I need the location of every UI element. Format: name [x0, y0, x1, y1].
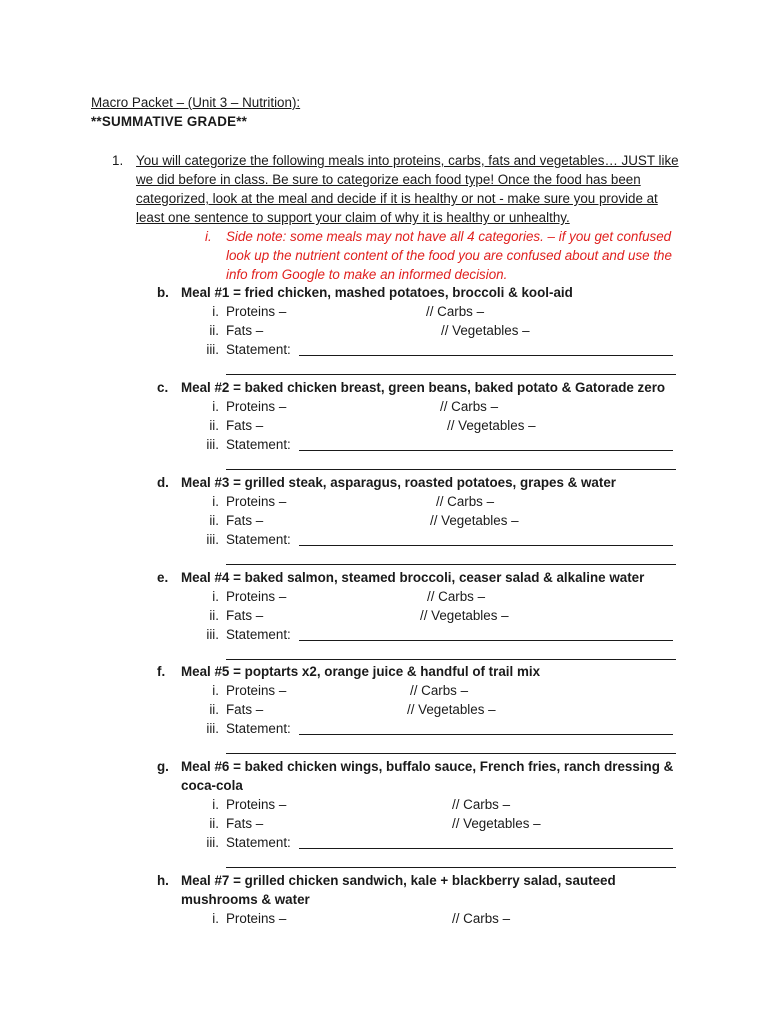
roman-marker: ii. — [209, 323, 219, 338]
statement-row — [0, 435, 768, 454]
proteins-carbs-row — [0, 795, 768, 814]
meal-title: Meal #5 = poptarts x2, orange juice & handful of trail mix — [181, 664, 541, 679]
statement-row — [0, 625, 768, 644]
fats-vegetables-row — [0, 511, 768, 530]
statement-label: Statement: — [226, 342, 291, 357]
proteins-carbs-row — [0, 909, 768, 928]
carbs-label: // Carbs – — [427, 589, 486, 604]
proteins-label: Proteins – — [226, 399, 287, 414]
meal-letter: h. — [157, 873, 169, 888]
proteins-carbs-row — [0, 681, 768, 700]
statement-label: Statement: — [226, 437, 291, 452]
statement-blank-line[interactable] — [226, 469, 676, 470]
meal-letter: f. — [157, 664, 166, 679]
question-number: 1. — [112, 153, 124, 168]
fats-vegetables-row — [0, 606, 768, 625]
statement-blank-line[interactable] — [226, 374, 676, 375]
meal-title: Meal #1 = fried chicken, mashed potatoes, broccoli & kool-aid — [181, 285, 573, 300]
vegetables-label: // Vegetables – — [420, 608, 509, 623]
roman-marker: iii. — [206, 437, 219, 452]
carbs-label: // Carbs – — [436, 494, 495, 509]
proteins-label: Proteins – — [226, 304, 287, 319]
carbs-label: // Carbs – — [452, 911, 511, 926]
roman-marker: ii. — [209, 702, 219, 717]
roman-marker: i. — [212, 304, 219, 319]
statement-blank-line[interactable] — [226, 867, 676, 868]
question-instructions: You will categorize the following meals into proteins, carbs, fats and vegetables… JUST like we did before in class. Be sure to categorize each food type! Once the food has been categorized, look at the meal and decide if it is healthy or not - make sure you provide at least one sentence to support your claim of why it is healthy or unhealthy. — [136, 153, 679, 225]
carbs-label: // Carbs – — [410, 683, 469, 698]
fats-label: Fats – — [226, 702, 264, 717]
roman-marker: i. — [212, 683, 219, 698]
roman-marker: i. — [212, 399, 219, 414]
vegetables-label: // Vegetables – — [441, 323, 530, 338]
proteins-label: Proteins – — [226, 589, 287, 604]
proteins-label: Proteins – — [226, 683, 287, 698]
fats-vegetables-row — [0, 814, 768, 833]
document-title: Macro Packet – (Unit 3 – Nutrition): — [91, 95, 301, 110]
meal-title: Meal #4 = baked salmon, steamed broccoli, ceaser salad & alkaline water — [181, 570, 645, 585]
roman-marker: ii. — [209, 816, 219, 831]
statement-blank-line[interactable] — [299, 355, 673, 356]
meal-letter: g. — [157, 759, 169, 774]
carbs-label: // Carbs – — [440, 399, 499, 414]
roman-marker: i. — [212, 797, 219, 812]
statement-row — [0, 833, 768, 852]
statement-blank-line[interactable] — [226, 659, 676, 660]
statement-row — [0, 530, 768, 549]
side-note-marker: i. — [205, 229, 212, 244]
proteins-label: Proteins – — [226, 797, 287, 812]
fats-vegetables-row — [0, 416, 768, 435]
fats-vegetables-row — [0, 321, 768, 340]
roman-marker: i. — [212, 911, 219, 926]
proteins-carbs-row — [0, 492, 768, 511]
statement-label: Statement: — [226, 532, 291, 547]
meal-letter: e. — [157, 570, 169, 585]
roman-marker: ii. — [209, 513, 219, 528]
statement-label: Statement: — [226, 627, 291, 642]
fats-label: Fats – — [226, 816, 264, 831]
roman-marker: i. — [212, 494, 219, 509]
roman-marker: ii. — [209, 418, 219, 433]
vegetables-label: // Vegetables – — [430, 513, 519, 528]
statement-blank-line[interactable] — [226, 753, 676, 754]
vegetables-label: // Vegetables – — [447, 418, 536, 433]
roman-marker: iii. — [206, 627, 219, 642]
meal-title: Meal #7 = grilled chicken sandwich, kale + blackberry salad, sauteed mushrooms & water — [181, 873, 616, 907]
statement-row — [0, 340, 768, 359]
meal-title: Meal #6 = baked chicken wings, buffalo sauce, French fries, ranch dressing & coca-cola — [181, 759, 674, 793]
roman-marker: iii. — [206, 342, 219, 357]
vegetables-label: // Vegetables – — [452, 816, 541, 831]
statement-blank-line[interactable] — [226, 564, 676, 565]
proteins-label: Proteins – — [226, 494, 287, 509]
fats-vegetables-row — [0, 700, 768, 719]
fats-label: Fats – — [226, 418, 264, 433]
proteins-label: Proteins – — [226, 911, 287, 926]
meal-title: Meal #2 = baked chicken breast, green beans, baked potato & Gatorade zero — [181, 380, 666, 395]
statement-label: Statement: — [226, 721, 291, 736]
fats-label: Fats – — [226, 513, 264, 528]
statement-blank-line[interactable] — [299, 848, 673, 849]
meal-letter: b. — [157, 285, 169, 300]
roman-marker: iii. — [206, 532, 219, 547]
meal-letter: d. — [157, 475, 169, 490]
meal-letter: c. — [157, 380, 169, 395]
meal-title: Meal #3 = grilled steak, asparagus, roasted potatoes, grapes & water — [181, 475, 616, 490]
roman-marker: iii. — [206, 835, 219, 850]
proteins-carbs-row — [0, 302, 768, 321]
proteins-carbs-row — [0, 587, 768, 606]
side-note: Side note: some meals may not have all 4 categories. – if you get confused look up the nutrient content of the food you are confused about and use the info from Google to make an informed decision. — [226, 229, 672, 282]
statement-label: Statement: — [226, 835, 291, 850]
document-subtitle: **SUMMATIVE GRADE** — [91, 114, 248, 129]
carbs-label: // Carbs – — [426, 304, 485, 319]
statement-blank-line[interactable] — [299, 734, 673, 735]
statement-blank-line[interactable] — [299, 545, 673, 546]
carbs-label: // Carbs – — [452, 797, 511, 812]
fats-label: Fats – — [226, 608, 264, 623]
roman-marker: i. — [212, 589, 219, 604]
roman-marker: ii. — [209, 608, 219, 623]
statement-row — [0, 719, 768, 738]
vegetables-label: // Vegetables – — [407, 702, 496, 717]
statement-blank-line[interactable] — [299, 450, 673, 451]
roman-marker: iii. — [206, 721, 219, 736]
fats-label: Fats – — [226, 323, 264, 338]
proteins-carbs-row — [0, 397, 768, 416]
statement-blank-line[interactable] — [299, 640, 673, 641]
